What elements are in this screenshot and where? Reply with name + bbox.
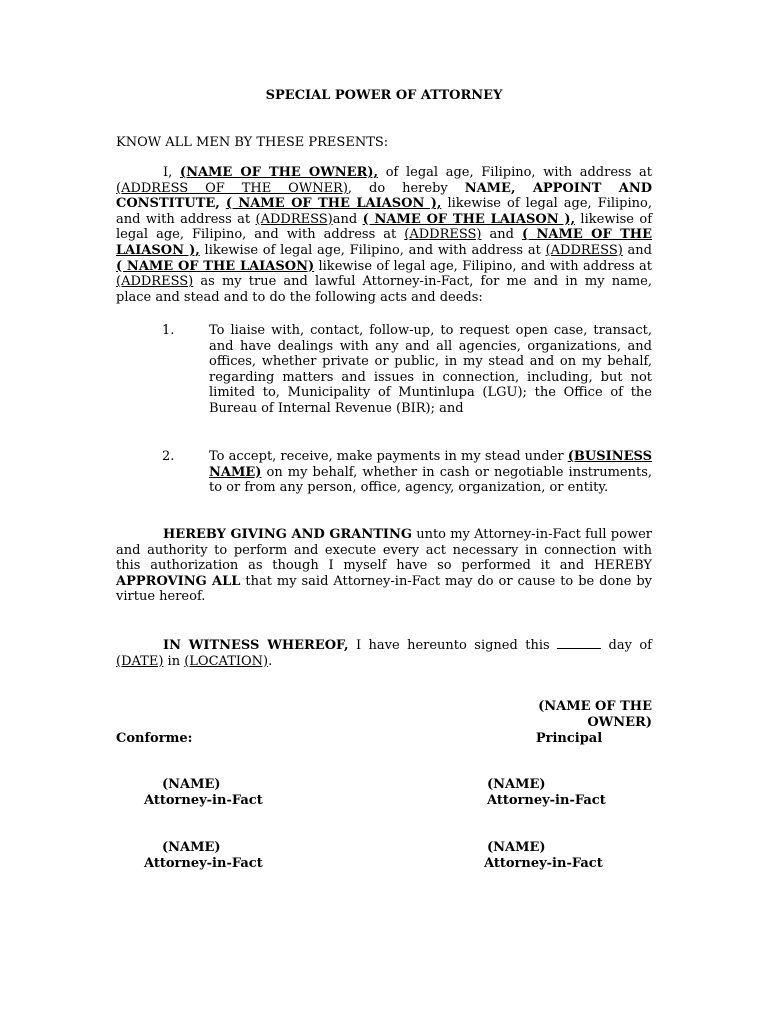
p1-text: and <box>622 242 652 258</box>
list-item-number: 2. <box>162 449 175 464</box>
attorney-name: (NAME) <box>487 777 546 792</box>
liaison-name-placeholder: ( NAME OF THE LAIASON ), <box>362 211 576 227</box>
attorney-signature <box>144 777 274 809</box>
grant-text: that my said Attorney-in-Fact may do or cause to be done by virtue hereof. <box>116 573 652 605</box>
liaison-name-placeholder: ( NAME OF THE LAIASON) <box>116 258 315 274</box>
business-name-placeholder: (BUSINESS NAME) <box>209 449 652 480</box>
address-placeholder: (ADDRESS) <box>255 211 333 227</box>
attorney-role: Attorney-in-Fact <box>484 856 603 871</box>
liaison-name-placeholder: ( NAME OF THE LAIASON ), <box>116 227 652 258</box>
attorney-signature <box>144 840 274 872</box>
address-placeholder: (ADDRESS) <box>545 242 623 258</box>
list-item-text-part: To accept, receive, make payments in my stead under <box>209 449 568 464</box>
p1-text: likewise of legal age, Filipino, and with address at <box>199 242 546 258</box>
grant-paragraph <box>116 527 652 605</box>
liaison-name-placeholder: ( NAME OF THE LAIASON ), <box>225 196 442 212</box>
witness-text: I have hereunto signed this <box>348 638 558 653</box>
p1-text: of legal age, Filipino, with address at <box>378 165 652 180</box>
principal-signature <box>474 699 652 747</box>
approving-phrase: APPROVING ALL <box>116 573 241 589</box>
appoint-phrase: NAME, APPOINT AND CONSTITUTE, <box>116 180 652 212</box>
list-item-text: To liaise with, contact, follow-up, to request open case, transact, and have dealings with any and all agencies, organizations, and offices, whether private or public, in my stead and on my behalf, regarding matters and issues in connection, including, but not limited to, Municipality of Muntinlupa (LGU); the Office of the Bureau of Internal Revenue (BIR); and <box>209 323 652 416</box>
p1-text: likewise of legal age, Filipino, and with address at <box>116 211 653 243</box>
owner-name-placeholder: (NAME OF THE OWNER), <box>179 165 379 180</box>
list-item-text <box>209 449 652 496</box>
witness-paragraph <box>116 637 652 669</box>
owner-address-placeholder: (ADDRESS OF THE OWNER) <box>116 180 348 196</box>
p1-text: I, <box>163 165 180 180</box>
attorney-signature <box>484 840 614 872</box>
p1-text: likewise of legal age, Filipino, and with address at <box>116 196 652 227</box>
principal-role: Principal <box>535 731 603 746</box>
p1-text: as my true and lawful Attorney-in-Fact, for me and in my name, place and stead and to do the following acts and deeds: <box>116 274 652 305</box>
p1-text: likewise of legal age, Filipino, and with address at <box>314 258 652 274</box>
p1-text: and <box>332 211 363 227</box>
address-placeholder: (ADDRESS) <box>116 274 194 290</box>
date-placeholder: (DATE) <box>116 653 164 669</box>
attorney-name: (NAME) <box>162 840 221 855</box>
list-item-number: 1. <box>162 323 175 338</box>
p1-text: , do hereby <box>347 180 465 196</box>
attorney-name: (NAME) <box>162 777 221 792</box>
principal-name: (NAME OF THE OWNER) <box>538 699 652 730</box>
attorney-role: Attorney-in-Fact <box>487 793 606 808</box>
conforme-label: Conforme: <box>116 731 193 746</box>
attorney-name: (NAME) <box>487 840 546 855</box>
p1-text: and <box>481 227 522 243</box>
salutation: KNOW ALL MEN BY THESE PRESENTS: <box>116 135 389 150</box>
document-title: SPECIAL POWER OF ATTORNEY <box>265 88 503 103</box>
attorney-role: Attorney-in-Fact <box>144 856 263 871</box>
attorney-role: Attorney-in-Fact <box>144 793 263 808</box>
address-placeholder: (ADDRESS) <box>404 227 482 243</box>
list-item-text-part: on my behalf, whether in cash or negotiable instruments, to or from any person, office, agency, organization, or entity. <box>209 464 652 496</box>
witness-phrase: IN WITNESS WHEREOF, <box>163 638 349 653</box>
grant-phrase: HEREBY GIVING AND GRANTING <box>163 527 412 542</box>
location-placeholder: (LOCATION) <box>184 653 269 669</box>
grant-text: unto my Attorney-in-Fact full power and authority to perform and execute every act necessary in connection with this authorization as though I myself have so performed it and HEREBY <box>116 527 652 574</box>
attorney-signature <box>487 777 617 809</box>
witness-text: in <box>163 653 185 669</box>
witness-text: . <box>268 653 273 669</box>
day-blank <box>557 637 601 649</box>
appointment-paragraph <box>116 165 652 305</box>
witness-text: day of <box>601 638 652 653</box>
